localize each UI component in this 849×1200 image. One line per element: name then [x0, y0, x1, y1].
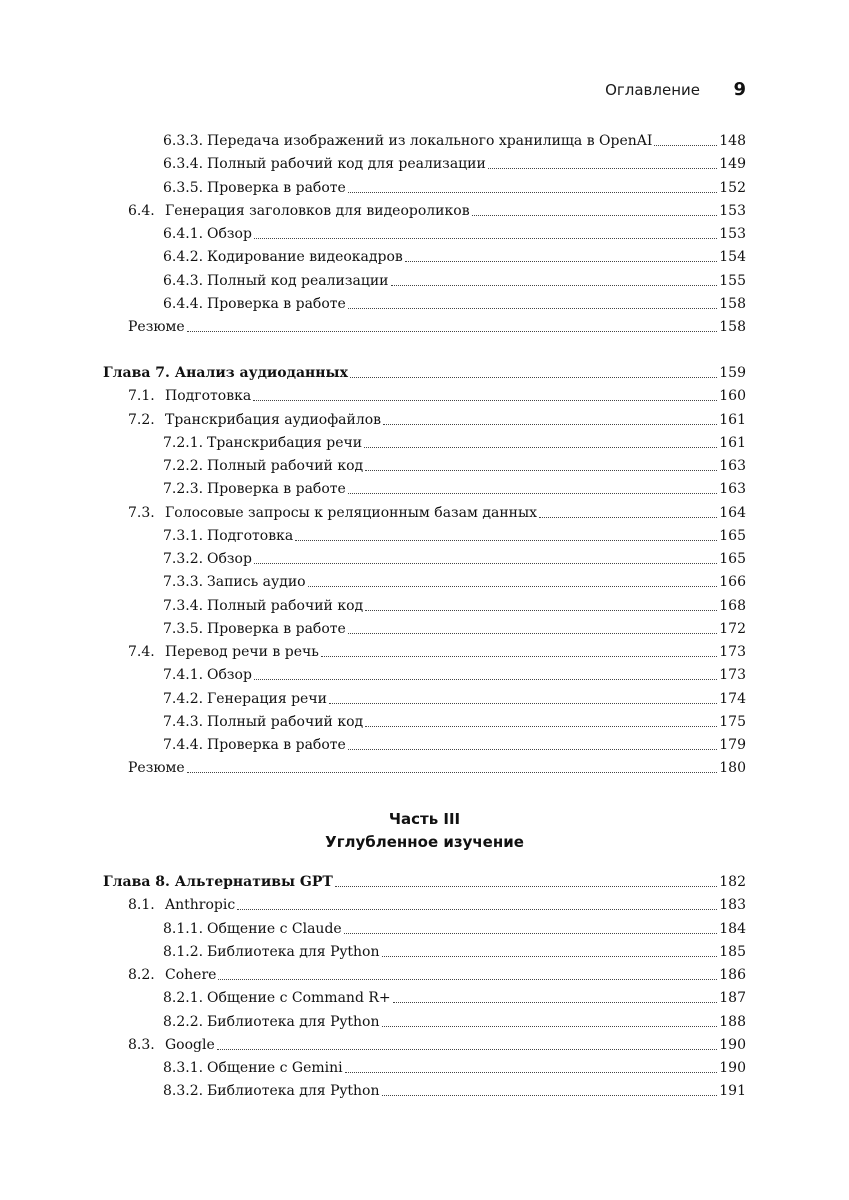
toc-entry-number: 8.3.1.: [163, 1060, 204, 1076]
toc-page-number: 173: [719, 644, 746, 660]
toc-entry-number: 7.3.3.: [163, 574, 204, 591]
dot-leader: [348, 492, 717, 494]
toc-entry: [163, 246, 746, 268]
toc-entry-title: Кодирование видеокадров: [207, 249, 403, 266]
toc-page-number: 168: [719, 597, 746, 614]
toc-page-number: 164: [719, 504, 746, 521]
toc-entry-title: Подготовка: [165, 388, 252, 405]
toc-entry-title: Транскрибация речи: [207, 434, 363, 451]
toc-entry-title: Проверка в работе: [207, 295, 346, 312]
toc-page-number: 161: [719, 434, 746, 451]
dot-leader: [393, 1001, 718, 1003]
toc-entry-title: Передача изображений из локального хранилища в OpenAI: [207, 133, 653, 149]
toc-entry-number: 7.4.3.: [163, 713, 204, 730]
toc-entry-number: 6.4.1.: [163, 226, 204, 242]
toc-entry-number: 8.2.: [128, 967, 155, 983]
toc-page-number: 183: [719, 897, 746, 914]
dot-leader: [382, 1094, 718, 1096]
toc-page-number: 158: [719, 295, 746, 312]
toc-page-number: 153: [719, 202, 746, 219]
toc-page-number: 175: [719, 713, 746, 730]
toc-entry: [128, 641, 746, 663]
toc-page-number: 163: [719, 481, 746, 498]
toc-entry-title: Резюме: [128, 760, 185, 777]
toc-entry-number: 7.2.: [128, 411, 155, 428]
toc-entry: [163, 595, 746, 617]
dot-leader: [345, 1071, 718, 1073]
toc-entry: [163, 293, 746, 315]
toc-entry-number: 7.2.3.: [163, 481, 204, 498]
toc-entry-number: 7.4.2.: [163, 690, 204, 707]
toc-entry-title: Полный рабочий код: [207, 458, 364, 474]
toc-entry-title: Общение с Gemini: [207, 1060, 343, 1076]
toc-entry: [163, 525, 746, 547]
dot-leader: [237, 908, 717, 910]
toc-entry-number: 6.4.2.: [163, 249, 204, 266]
toc-entry-number: 6.3.3.: [163, 133, 204, 149]
toc-chapter-title: Глава 7. Анализ аудиоданных: [103, 365, 348, 381]
dot-leader: [329, 702, 717, 704]
toc-entry-number: 7.3.4.: [163, 597, 204, 614]
dot-leader: [350, 376, 717, 378]
toc-page-number: 188: [719, 1013, 746, 1030]
toc-entry: [163, 223, 746, 245]
toc-page-number: 187: [719, 990, 746, 1007]
dot-leader: [348, 632, 717, 634]
toc-entry-title: Обзор: [207, 226, 252, 242]
toc-page-number: 174: [719, 690, 746, 707]
dot-leader: [254, 678, 717, 680]
toc-page-number: 165: [719, 527, 746, 544]
dot-leader: [405, 260, 717, 262]
toc-entry-title: Общение с Command R+: [207, 990, 391, 1007]
toc-page-number: 163: [719, 458, 746, 474]
toc-entry-number: 6.4.4.: [163, 295, 204, 312]
toc-entry: [163, 734, 746, 756]
toc-entry: [163, 478, 746, 500]
dot-leader: [348, 307, 717, 309]
toc-entry-number: 7.4.1.: [163, 667, 204, 684]
toc-entry-title: Библиотека для Python: [207, 1013, 380, 1030]
toc-entry-title: Проверка в работе: [207, 481, 346, 498]
toc-entry-number: 8.1.2.: [163, 943, 204, 960]
toc-entry-title: Проверка в работе: [207, 737, 346, 753]
dot-leader: [217, 1048, 718, 1050]
toc-entry: [128, 502, 746, 524]
toc-page-number: 191: [719, 1083, 746, 1100]
toc-entry: [128, 757, 746, 779]
part-title: Углубленное изучение: [325, 833, 524, 851]
toc-entry-number: 6.3.4.: [163, 156, 204, 173]
toc-entry-title: Полный рабочий код: [207, 713, 364, 730]
toc-entry: [128, 316, 746, 338]
toc-entry-title: Подготовка: [207, 527, 294, 544]
toc-page-number: 180: [719, 760, 746, 777]
toc-entry-number: 7.3.: [128, 504, 155, 521]
toc-entry-title: Google: [165, 1036, 215, 1053]
toc-entry: [163, 177, 746, 199]
toc-entry: [163, 711, 746, 733]
dot-leader: [348, 748, 717, 750]
dot-leader: [344, 932, 718, 934]
toc-entry-number: 7.2.1.: [163, 434, 204, 451]
dot-leader: [187, 771, 718, 773]
toc-entry: [163, 153, 746, 175]
toc-entry: [163, 987, 746, 1009]
toc-entry-number: 6.4.3.: [163, 272, 204, 289]
toc-entry-number: 7.3.1.: [163, 527, 204, 544]
toc-page-number: 154: [719, 249, 746, 266]
toc-entry: [163, 130, 746, 152]
toc-entry: [128, 200, 746, 222]
toc-entry: [163, 664, 746, 686]
dot-leader: [382, 955, 718, 957]
toc-entry-title: Cohere: [165, 967, 217, 983]
toc-entry: [128, 1034, 746, 1056]
toc-entry-number: 7.4.: [128, 644, 155, 660]
toc-entry: [163, 548, 746, 570]
toc-entry: [163, 941, 746, 963]
dot-leader: [321, 655, 717, 657]
toc-entry-title: Полный код реализации: [207, 272, 389, 289]
toc-page-number: 165: [719, 551, 746, 567]
toc-entry-title: Anthropic: [165, 897, 236, 914]
toc-entry-title: Запись аудио: [207, 574, 306, 591]
dot-leader: [654, 144, 717, 146]
dot-leader: [253, 399, 717, 401]
dot-leader: [382, 1025, 718, 1027]
toc-entry-title: Проверка в работе: [207, 179, 346, 196]
toc-entry-number: 8.1.1.: [163, 920, 204, 937]
toc-entry: [128, 385, 746, 407]
toc-entry-number: 7.4.4.: [163, 737, 204, 753]
toc-page-number: 182: [719, 874, 746, 890]
toc-entry: [163, 571, 746, 593]
dot-leader: [488, 167, 717, 169]
toc-entry-number: 7.3.5.: [163, 620, 204, 637]
toc-entry-title: Библиотека для Python: [207, 1083, 380, 1100]
toc-entry-title: Голосовые запросы к реляционным базам данных: [165, 504, 538, 521]
toc-entry-number: 7.2.2.: [163, 458, 204, 474]
toc-chapter: [103, 362, 746, 384]
toc-page-number: 158: [719, 319, 746, 335]
toc-entry: [128, 409, 746, 431]
dot-leader: [335, 885, 717, 887]
page-number: 9: [733, 79, 746, 100]
toc-entry-number: 6.4.: [128, 202, 155, 219]
dot-leader: [365, 609, 717, 611]
toc-page-number: 185: [719, 943, 746, 960]
toc-entry: [163, 455, 746, 477]
toc-page-number: 148: [719, 133, 746, 149]
toc-entry-title: Полный рабочий код: [207, 597, 364, 614]
toc-page-number: 184: [719, 920, 746, 937]
toc-entry-number: 6.3.5.: [163, 179, 204, 196]
toc-entry-title: Генерация речи: [207, 690, 327, 707]
toc-page-number: 186: [719, 967, 746, 983]
toc-entry: [128, 964, 746, 986]
running-head-title: Оглавление: [605, 81, 700, 99]
toc-entry-number: 7.1.: [128, 388, 155, 405]
toc-entry-number: 8.2.1.: [163, 990, 204, 1007]
toc-entry: [163, 618, 746, 640]
dot-leader: [365, 469, 717, 471]
dot-leader: [254, 562, 717, 564]
toc-entry-number: 8.2.2.: [163, 1013, 204, 1030]
toc-entry-number: 8.3.: [128, 1036, 155, 1053]
toc-page-number: 149: [719, 156, 746, 173]
toc-entry-title: Проверка в работе: [207, 620, 346, 637]
toc-page-number: 152: [719, 179, 746, 196]
dot-leader: [187, 330, 718, 332]
toc-page-number: 173: [719, 667, 746, 684]
toc-entry: [163, 1057, 746, 1079]
toc-page-number: 159: [719, 365, 746, 381]
toc-page-number: 161: [719, 411, 746, 428]
toc-entry: [163, 270, 746, 292]
dot-leader: [539, 516, 717, 518]
toc-page-number: 153: [719, 226, 746, 242]
toc-entry-title: Библиотека для Python: [207, 943, 380, 960]
toc-entry: [163, 432, 746, 454]
toc-entry-title: Полный рабочий код для реализации: [207, 156, 486, 173]
toc-entry-title: Обзор: [207, 667, 252, 684]
dot-leader: [218, 978, 717, 980]
toc-chapter: [103, 871, 746, 893]
toc-entry: [163, 918, 746, 940]
toc-chapter-title: Глава 8. Альтернативы GPT: [103, 874, 333, 890]
toc-entry-title: Общение с Claude: [207, 920, 342, 937]
toc-page-number: 190: [719, 1036, 746, 1053]
dot-leader: [308, 585, 718, 587]
toc-entry-title: Генерация заголовков для видеороликов: [165, 202, 470, 219]
dot-leader: [472, 214, 718, 216]
dot-leader: [365, 725, 717, 727]
toc-page-number: 179: [719, 737, 746, 753]
dot-leader: [391, 284, 718, 286]
toc-entry-title: Обзор: [207, 551, 252, 567]
toc-entry-title: Транскрибация аудиофайлов: [165, 411, 382, 428]
toc-page-number: 172: [719, 620, 746, 637]
toc-entry-number: 8.1.: [128, 897, 155, 914]
toc-entry: [163, 1011, 746, 1033]
dot-leader: [348, 191, 717, 193]
part-label: Часть III: [388, 810, 461, 828]
dot-leader: [383, 423, 717, 425]
toc-entry-title: Перевод речи в речь: [165, 644, 319, 660]
toc-entry: [163, 688, 746, 710]
toc-page-number: 160: [719, 388, 746, 405]
toc-entry: [163, 1080, 746, 1102]
toc-entry-title: Резюме: [128, 319, 185, 335]
dot-leader: [295, 539, 717, 541]
toc-entry-number: 7.3.2.: [163, 551, 204, 567]
dot-leader: [254, 237, 717, 239]
toc-page-number: 155: [719, 272, 746, 289]
toc-entry: [128, 894, 746, 916]
toc-page-number: 190: [719, 1060, 746, 1076]
toc-entry-number: 8.3.2.: [163, 1083, 204, 1100]
toc-page-number: 166: [719, 574, 746, 591]
dot-leader: [364, 446, 717, 448]
